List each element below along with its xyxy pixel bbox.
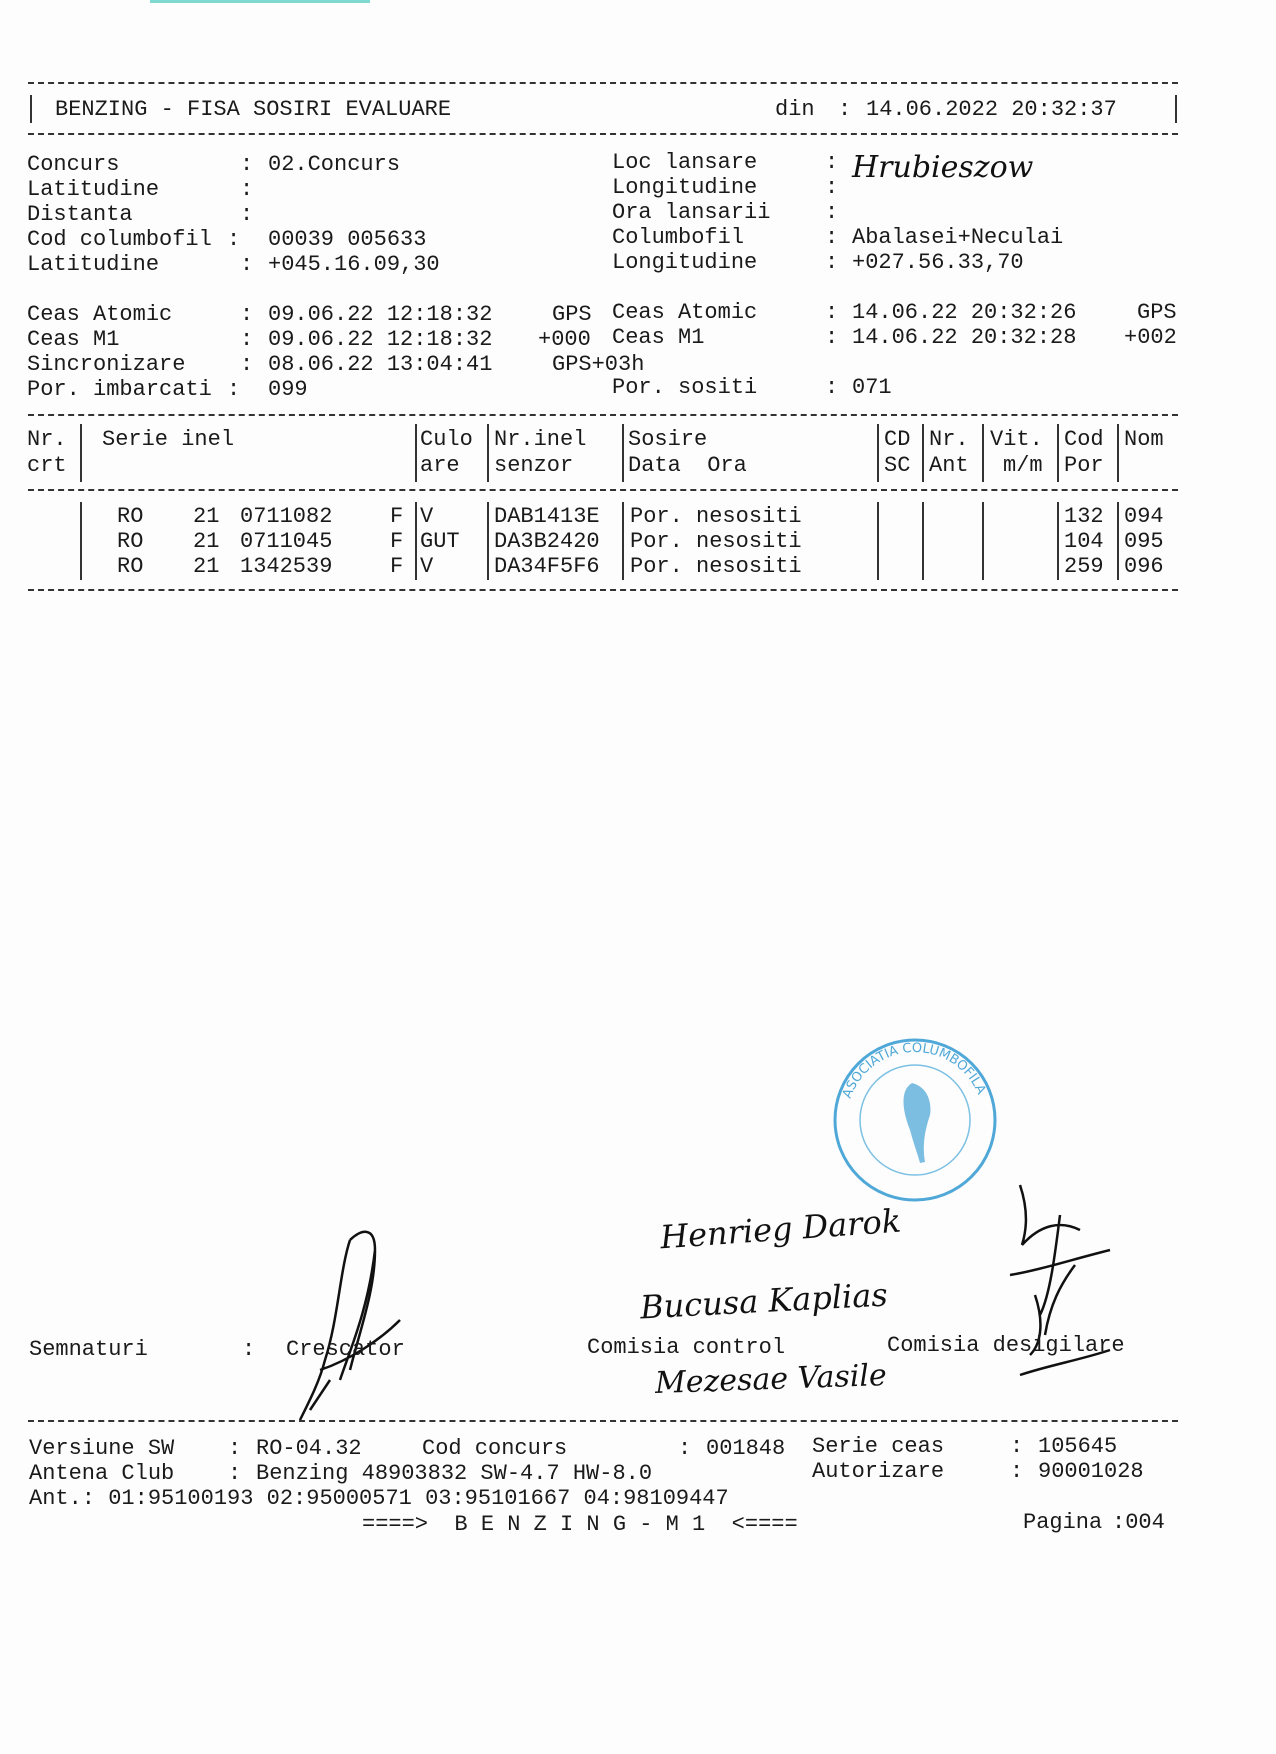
- col-sosire-header-2: Data Ora: [628, 453, 747, 478]
- latitudine-label: Latitudine: [27, 177, 160, 202]
- end-atomic-suffix: GPS: [1137, 300, 1177, 325]
- versiune-value: RO-04.32: [256, 1436, 362, 1461]
- col-viteza-header: Vit.: [990, 427, 1043, 452]
- versiune-label: Versiune SW: [29, 1436, 175, 1461]
- brand-line: ====> B E N Z I N G - M 1 <====: [362, 1512, 798, 1537]
- col-cod-header: Cod: [1064, 427, 1104, 452]
- concurs-label: Concurs: [27, 152, 120, 177]
- col-ant-header: Nr.: [929, 427, 969, 452]
- columbofil-label: Columbofil: [612, 225, 745, 250]
- comisia-desigilare-label: Comisia desigilare: [887, 1333, 1125, 1358]
- loc-lansare-label: Loc lansare: [612, 150, 758, 175]
- report-title: BENZING - FISA SOSIRI EVALUARE: [55, 97, 452, 122]
- latitudine-home-value: +045.16.09,30: [268, 252, 440, 277]
- signature-comisia-1: Henrieg Darok: [658, 1201, 903, 1257]
- start-m1-suffix: +000: [538, 327, 591, 352]
- col-nr-header: Nr.: [27, 427, 67, 452]
- header-right-bar: [1175, 95, 1177, 123]
- imbarcati-label: Por. imbarcati: [27, 377, 212, 402]
- end-m1-value: 14.06.22 20:32:28: [852, 325, 1077, 350]
- col-cd-header: CD: [884, 427, 911, 452]
- sincronizare-value: 08.06.22 13:04:41: [268, 352, 493, 377]
- columbofil-value: Abalasei+Neculai: [852, 225, 1064, 250]
- col-senzor-header-2: senzor: [494, 453, 574, 478]
- serie-ceas-value: 105645: [1038, 1434, 1118, 1459]
- longitudine-home-label: Longitudine: [612, 250, 758, 275]
- autorizare-label: Autorizare: [812, 1459, 945, 1484]
- cod-columbofil-label: Cod columbofil: [27, 227, 212, 252]
- loc-lansare-handwritten: Hrubieszow: [852, 150, 1034, 185]
- end-atomic-value: 14.06.22 20:32:26: [852, 300, 1077, 325]
- report-date-label: din: [775, 97, 815, 122]
- end-atomic-label: Ceas Atomic: [612, 300, 758, 325]
- pigeon-icon: [904, 1083, 931, 1163]
- end-m1-suffix: +002: [1124, 325, 1177, 350]
- pagina-label: Pagina: [1023, 1510, 1103, 1535]
- start-m1-label: Ceas M1: [27, 327, 120, 352]
- table-header-divider: [28, 489, 1178, 491]
- signature-comisia-2: Bucusa Kaplias: [639, 1275, 889, 1327]
- ora-lansarii-label: Ora lansarii: [612, 200, 771, 225]
- col-nr-header-2: crt: [27, 453, 67, 478]
- footer-top-border: [28, 1420, 1178, 1422]
- report-date-value: 14.06.2022 20:32:37: [866, 97, 1117, 122]
- antena-label: Antena Club: [29, 1461, 175, 1486]
- crescator-label: Crescator: [286, 1337, 405, 1362]
- sincronizare-label: Sincronizare: [27, 352, 186, 377]
- table-top-border: [28, 414, 1178, 416]
- col-senzor-header: Nr.inel: [494, 427, 587, 452]
- imbarcati-value: 099: [268, 377, 308, 402]
- concurs-value: 02.Concurs: [268, 152, 401, 177]
- autorizare-value: 90001028: [1038, 1459, 1144, 1484]
- latitudine-home-label: Latitudine: [27, 252, 160, 277]
- col-cd-header-2: SC: [884, 453, 911, 478]
- signature-crescator-scribble: [280, 1210, 420, 1430]
- header-top-border: [28, 82, 1178, 84]
- start-atomic-suffix: GPS: [552, 302, 592, 327]
- antenna-list: Ant.: 01:95100193 02:95000571 03:95101667 04:98109447: [29, 1486, 729, 1511]
- col-nom-header: Nom: [1124, 427, 1164, 452]
- sositi-label: Por. sositi: [612, 375, 758, 400]
- scan-edge-mark: [150, 0, 370, 3]
- cod-columbofil-value: 00039 005633: [268, 227, 427, 252]
- antena-value: Benzing 48903832 SW-4.7 HW-8.0: [256, 1461, 653, 1486]
- longitudine-home-value: +027.56.33,70: [852, 250, 1024, 275]
- start-atomic-label: Ceas Atomic: [27, 302, 173, 327]
- report-page: BENZING - FISA SOSIRI EVALUARE din : 14.06.2022 20:32:37 Concurs : 02.Concurs Latitudine : Distanta : Cod columbofil : 00039 005633 Latitudine : +045.16.09,30 Loc lansare : Hrubieszow Longitudine : Ora lansarii : Columbofil : Abalasei+Neculai Longitudine : +027.56.33,70 Ceas Atomic : 09.06.22 12:18:32 GPS Ceas M1 : 09.06.22 12:18:32 +000 Sincronizare : 08.06.22 13:04:41 GPS+03h Por. imbarcati : 099 Ceas Atomic : 14.06.22 20:32:26 GPS Ceas M1 : 14.06.22 20:32:28 +002 Por. sositi : 071 Nr. crt Serie inel Culo are Nr.inel senzor Sosire Data Ora CD SC Nr. Ant Vit. m/m Cod Por Nom RO 21 0711082 F V DAB1413E Por. nesositi 132 094 RO 21 0711045 F GUT DA3B2420 Por. nesositi 104 095 RO 21 1342539 F V DA34F5F6 Por. nesositi 259 096 ASOCIATIA COLUMBOFILA Henrieg Darok Bucusa Kaplias Mezesae Vasile Semnaturi : Crescator Comisia control Comisia desigilare Versiune SW : RO-04.32 Cod concurs : 001848 Serie ceas : 105645 Antena Club : Benzing 48903832 SW-4.7 HW-8.0 Autorizare : 90001028 Ant.: 01:95100193 02:95000571 03:95101667 04:98109447 ====> B E N Z I N G - M 1 <==== Pagina :004: [0, 0, 1276, 1754]
- distanta-label: Distanta: [27, 202, 133, 227]
- col-culoare-header: Culo: [420, 427, 473, 452]
- header-bottom-border: [28, 133, 1178, 135]
- club-stamp: [830, 1035, 1000, 1205]
- start-m1-value: 09.06.22 12:18:32: [268, 327, 493, 352]
- semnaturi-label: Semnaturi: [29, 1337, 148, 1362]
- signature-desigilare-scribble: [1000, 1175, 1120, 1405]
- longitudine-label: Longitudine: [612, 175, 758, 200]
- col-ant-header-2: Ant: [929, 453, 969, 478]
- end-m1-label: Ceas M1: [612, 325, 705, 350]
- signature-comisia-3: Mezesae Vasile: [654, 1357, 888, 1402]
- table-bottom-border: [28, 589, 1178, 591]
- cod-concurs-value: 001848: [706, 1436, 786, 1461]
- serie-ceas-label: Serie ceas: [812, 1434, 945, 1459]
- col-serie-header: Serie inel: [102, 427, 235, 452]
- start-atomic-value: 09.06.22 12:18:32: [268, 302, 493, 327]
- header-left-bar: [30, 95, 32, 123]
- col-culoare-header-2: are: [420, 453, 460, 478]
- pagina-value: :004: [1112, 1510, 1165, 1535]
- sositi-value: 071: [852, 375, 892, 400]
- comisia-control-label: Comisia control: [587, 1335, 786, 1360]
- col-cod-header-2: Por: [1064, 453, 1104, 478]
- stamp-text: ASOCIATIA COLUMBOFILA: [839, 1040, 989, 1101]
- sincronizare-suffix: GPS+03h: [552, 352, 645, 377]
- col-sosire-header: Sosire: [628, 427, 708, 452]
- cod-concurs-label: Cod concurs: [422, 1436, 568, 1461]
- col-viteza-header-2: m/m: [1003, 453, 1043, 478]
